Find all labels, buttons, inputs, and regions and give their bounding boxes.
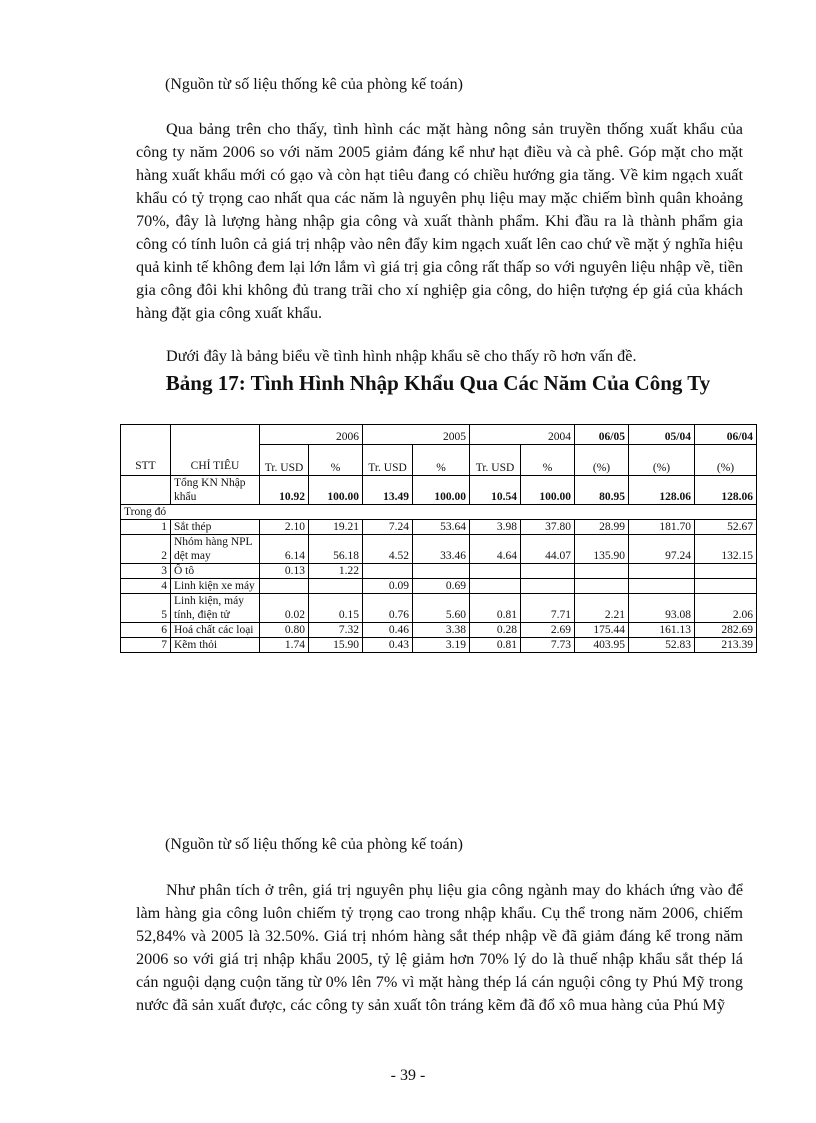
table-row [121,579,757,594]
row-name: Ô tô [171,564,260,579]
year-header: 2005 [363,425,470,445]
row-name: Linh kiện xe máy [171,579,260,594]
unit-pct: % [521,445,575,476]
table-row [121,520,757,535]
row-stt: 5 [121,594,171,623]
row-value [413,564,470,579]
table-row [121,623,757,638]
row-value: 28.99 [575,520,629,535]
row-value: 1.74 [260,638,309,653]
row-value: 282.69 [695,623,757,638]
row-value: 52.83 [629,638,695,653]
row-value: 161.13 [629,623,695,638]
total-value: 80.95 [575,476,629,505]
row-value: 181.70 [629,520,695,535]
row-value: 19.21 [309,520,363,535]
row-value: 2.06 [695,594,757,623]
row-value: 2.21 [575,594,629,623]
row-value: 175.44 [575,623,629,638]
total-value: 13.49 [363,476,413,505]
row-value: 56.18 [309,535,363,564]
row-value: 132.15 [695,535,757,564]
row-value [521,564,575,579]
row-value: 7.24 [363,520,413,535]
row-value [629,564,695,579]
row-name: Kẽm thỏi [171,638,260,653]
row-value: 0.43 [363,638,413,653]
row-stt: 4 [121,579,171,594]
row-value: 37.80 [521,520,575,535]
year-header: 2004 [470,425,575,445]
row-value: 5.60 [413,594,470,623]
unit-ratio: (%) [575,445,629,476]
row-value: 135.90 [575,535,629,564]
row-value: 0.46 [363,623,413,638]
row-value [470,579,521,594]
row-name: Nhóm hàng NPL dệt may [171,535,260,564]
row-value: 33.46 [413,535,470,564]
row-value: 0.15 [309,594,363,623]
row-value: 7.71 [521,594,575,623]
source-note-bottom: (Nguồn từ số liệu thống kê của phòng kế toán) [165,836,463,853]
paragraph-3: Như phân tích ở trên, giá trị nguyên phụ liệu gia công ngành may do khách ứng vào để làm hàng gia công luôn chiếm tỷ trọng cao trong nhập khẩu. Cụ thể trong năm 2006, chiếm 52,84% và 2005 là 32.50%. Giá trị nhóm hàng sắt thép nhập về đã giảm đáng kể trong năm 2006 so với giá trị nhập khẩu 2005, tỷ lệ giảm hơn 70% lý do là thuế nhập khẩu sắt thép lá cán nguội dạng cuộn tăng từ 0% lên 7% vì mặt hàng thép lá cán nguội công ty Phú Mỹ trong nước đã sản xuất được, các công ty sản xuất tôn tráng kẽm đã đổ xô mua hàng của Phú Mỹ [136,881,743,1014]
row-stt: 6 [121,623,171,638]
ratio-header: 06/04 [695,425,757,445]
group-row [121,505,757,520]
row-value: 0.76 [363,594,413,623]
row-value: 44.07 [521,535,575,564]
ratio-header: 05/04 [629,425,695,445]
row-stt: 1 [121,520,171,535]
table-title: Bảng 17: Tình Hình Nhập Khẩu Qua Các Năm Của Công Ty [165,371,711,395]
total-value: 128.06 [629,476,695,505]
row-value [575,579,629,594]
row-value: 4.52 [363,535,413,564]
row-value: 0.81 [470,594,521,623]
row-value: 3.19 [413,638,470,653]
row-value: 0.09 [363,579,413,594]
row-value: 3.98 [470,520,521,535]
row-value: 4.64 [470,535,521,564]
chi-tieu-header: CHỈ TIÊU [171,425,260,476]
row-stt: 7 [121,638,171,653]
row-value [695,579,757,594]
table-row [121,535,757,564]
row-value: 7.32 [309,623,363,638]
row-value [629,579,695,594]
total-value: 10.54 [470,476,521,505]
row-value: 0.69 [413,579,470,594]
row-value: 213.39 [695,638,757,653]
row-value: 52.67 [695,520,757,535]
row-stt: 2 [121,535,171,564]
unit-pct: % [309,445,363,476]
row-value: 2.69 [521,623,575,638]
row-value: 0.81 [470,638,521,653]
row-value: 97.24 [629,535,695,564]
unit-ratio: (%) [695,445,757,476]
paragraph-1: Qua bảng trên cho thấy, tình hình các mặt hàng nông sản truyền thống xuất khẩu của công ty năm 2006 so với năm 2005 giảm đáng kể như hạt điều và cà phê. Góp mặt cho mặt hàng xuất khẩu mới có gạo và còn hạt tiêu đang có chiều hướng gia tăng. Về kim ngạch xuất khẩu có tỷ trọng cao nhất qua các năm là nguyên phụ liệu may mặc chiếm bình quân khoảng 70%, đây là lượng hàng nhập gia công và xuất thành phẩm. Khi đầu ra là thành phẩm gia công có tính luôn cả giá trị nhập vào nên đẩy kim ngạch xuất lên cao chứ về mặt ý nghĩa hiệu quả kinh tế không đem lại lớn lắm vì giá trị gia công rất thấp so với nguyên liệu nhập về, tiền gia công đôi khi không đủ trang trãi cho xí nghiệp gia công, do hiện tượng ép giá của khách hàng đặt gia công xuất khẩu. [136,120,743,322]
import-table [120,424,757,653]
row-name: Sắt thép [171,520,260,535]
unit-usd: Tr. USD [470,445,521,476]
row-name: Linh kiện, máy tính, điện tử [171,594,260,623]
row-value: 2.10 [260,520,309,535]
row-value: 15.90 [309,638,363,653]
table-row [121,638,757,653]
unit-ratio: (%) [629,445,695,476]
row-stt: 3 [121,564,171,579]
paragraph-2: Dưới đây là bảng biểu về tình hình nhập khẩu sẽ cho thấy rõ hơn vấn đề. [166,347,637,365]
total-stt [121,476,171,505]
total-value: 100.00 [413,476,470,505]
source-note-top: (Nguồn từ số liệu thống kê của phòng kế toán) [165,76,463,93]
row-value: 6.14 [260,535,309,564]
total-row [121,476,757,505]
row-value [575,564,629,579]
table-row [121,564,757,579]
row-value [470,564,521,579]
row-value: 0.13 [260,564,309,579]
row-value [363,564,413,579]
table-row [121,594,757,623]
total-value: 100.00 [521,476,575,505]
stt-header: STT [121,425,171,476]
row-value: 7.73 [521,638,575,653]
row-value [309,579,363,594]
row-value [521,579,575,594]
total-value: 128.06 [695,476,757,505]
page-number: - 39 - [390,1067,426,1084]
total-value: 10.92 [260,476,309,505]
unit-usd: Tr. USD [260,445,309,476]
row-value: 0.80 [260,623,309,638]
row-value: 93.08 [629,594,695,623]
row-name: Hoá chất các loại [171,623,260,638]
row-value [695,564,757,579]
ratio-header: 06/05 [575,425,629,445]
unit-usd: Tr. USD [363,445,413,476]
row-value: 3.38 [413,623,470,638]
row-value: 1.22 [309,564,363,579]
row-value [260,579,309,594]
total-value: 100.00 [309,476,363,505]
year-header: 2006 [260,425,363,445]
group-label: Trong đó [121,505,757,520]
row-value: 53.64 [413,520,470,535]
unit-pct: % [413,445,470,476]
row-value: 0.28 [470,623,521,638]
row-value: 403.95 [575,638,629,653]
total-label: Tổng KN Nhập khẩu [171,476,260,505]
row-value: 0.02 [260,594,309,623]
